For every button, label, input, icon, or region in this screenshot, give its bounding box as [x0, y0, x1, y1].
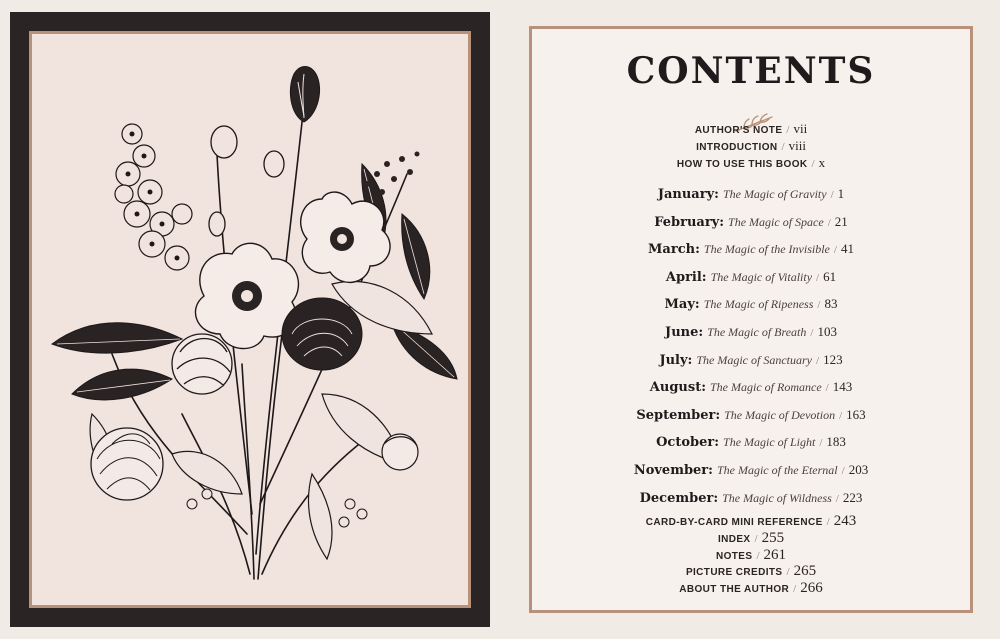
toc-entry[interactable]: November: The Magic of the Eternal / 203: [633, 461, 869, 478]
toc-entry[interactable]: January: The Magic of Gravity / 1: [657, 186, 845, 202]
toc-entry[interactable]: April: The Magic of Vitality / 61: [665, 268, 837, 285]
toc-entry[interactable]: August: The Magic of Romance / 143: [649, 379, 853, 396]
toc-entry[interactable]: ABOUT THE AUTHOR / 266: [679, 580, 823, 597]
toc-entry[interactable]: September: The Magic of Devotion / 163: [636, 406, 866, 423]
floral-bouquet-illustration: [32, 34, 468, 605]
toc-entry[interactable]: July: The Magic of Sanctuary / 123: [659, 351, 843, 368]
month-chapter-list: [532, 180, 970, 511]
toc-entry[interactable]: December: The Magic of Wildness / 223: [639, 489, 863, 506]
page-title: CONTENTS: [626, 50, 876, 92]
toc-entry[interactable]: May: The Magic of Ripeness / 83: [664, 296, 838, 313]
toc-entry[interactable]: NOTES / 261: [715, 546, 786, 563]
toc-entry[interactable]: HOW TO USE THIS BOOK / x: [676, 155, 826, 170]
toc-entry[interactable]: CARD-BY-CARD MINI REFERENCE / 243: [645, 513, 857, 529]
toc-entry[interactable]: AUTHOR'S NOTE / vii: [694, 121, 808, 136]
toc-entry[interactable]: INTRODUCTION / viii: [696, 138, 806, 153]
toc-entry[interactable]: March: The Magic of the Invisible / 41: [648, 241, 854, 258]
toc-entry[interactable]: INDEX / 255: [717, 529, 785, 546]
toc-entry[interactable]: October: The Magic of Light / 183: [656, 434, 846, 451]
illustration-panel: [29, 31, 471, 608]
toc-entry[interactable]: June: The Magic of Breath / 103: [665, 323, 837, 340]
left-page-frame: [10, 12, 490, 627]
contents-page: [529, 26, 973, 613]
front-matter-list: [532, 120, 970, 171]
toc-entry[interactable]: PICTURE CREDITS / 265: [685, 563, 817, 580]
toc-entry[interactable]: February: The Magic of Space / 21: [654, 213, 848, 230]
back-matter-list: [532, 512, 970, 596]
